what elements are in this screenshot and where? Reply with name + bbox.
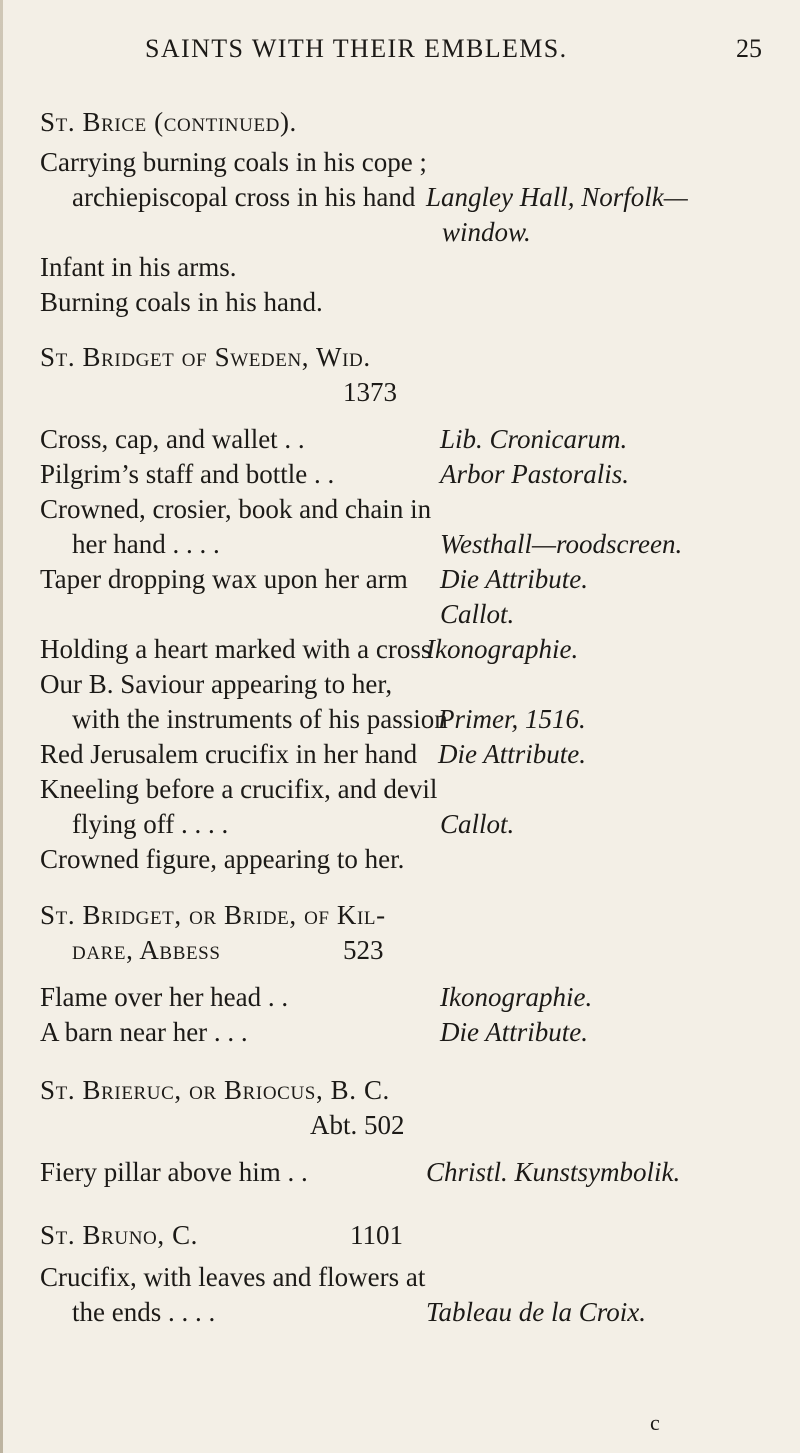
emblem-text: Crucifix, with leaves and flowers at [40, 1262, 426, 1292]
emblem-text: Burning coals in his hand. [40, 287, 323, 317]
emblem-text: the ends . . . . [72, 1297, 216, 1327]
entry-heading-bridget-kildare-cont: dare, Abbess [72, 935, 221, 965]
emblem-text: Crowned figure, appearing to her. [40, 844, 405, 874]
emblem-text: Crowned, crosier, book and chain in [40, 494, 432, 524]
entry-heading-bridget-sweden: St. Bridget of Sweden, Wid. [40, 342, 371, 372]
page-number: 25 [736, 34, 762, 63]
emblem-text: Taper dropping wax upon her arm [40, 564, 408, 594]
emblem-text: Cross, cap, and wallet . . [40, 424, 305, 454]
source-citation: Westhall—roodscreen. [440, 529, 683, 559]
source-citation: window. [442, 217, 531, 247]
entry-heading-bridget-kildare: St. Bridget, or Bride, of Kil- [40, 900, 386, 930]
source-citation: Arbor Pastoralis. [440, 459, 630, 489]
running-title: SAINTS WITH THEIR EMBLEMS. [145, 34, 568, 63]
source-citation: Tableau de la Croix. [426, 1297, 647, 1327]
source-citation: Die Attribute. [438, 739, 586, 769]
emblem-text: flying off . . . . [72, 809, 229, 839]
emblem-text: her hand . . . . [72, 529, 220, 559]
page-edge [0, 0, 3, 1453]
entry-heading-bruno: St. Bruno, C. [40, 1220, 199, 1250]
source-citation: Callot. [440, 809, 515, 839]
source-citation: Christl. Kunstsymbolik. [426, 1157, 681, 1187]
source-citation: Lib. Cronicarum. [440, 424, 628, 454]
running-head [0, 34, 800, 70]
source-citation: Ikonographie. [426, 634, 579, 664]
emblem-text: Kneeling before a crucifix, and devil [40, 774, 438, 804]
entry-heading-brice: St. Brice (continued). [40, 107, 297, 137]
source-citation: Primer, 1516. [438, 704, 586, 734]
emblem-text: with the instruments of his passion [72, 704, 448, 734]
entry-date: 523 [343, 935, 384, 965]
emblem-text: Carrying burning coals in his cope ; [40, 147, 427, 177]
emblem-text: Pilgrim’s staff and bottle . . [40, 459, 335, 489]
emblem-text: Flame over her head . . [40, 982, 289, 1012]
entry-date: Abt. 502 [310, 1110, 405, 1140]
source-citation: Die Attribute. [440, 1017, 588, 1047]
emblem-text: Red Jerusalem crucifix in her hand [40, 739, 418, 769]
source-citation: Die Attribute. [440, 564, 588, 594]
entry-date: 1101 [350, 1220, 403, 1250]
emblem-text: Holding a heart marked with a cross [40, 634, 432, 664]
entry-heading-brieruc: St. Brieruc, or Briocus, B. C. [40, 1075, 390, 1105]
signature-mark: c [650, 1410, 660, 1435]
source-citation: Callot. [440, 599, 515, 629]
emblem-text: Infant in his arms. [40, 252, 237, 282]
emblem-text: archiepiscopal cross in his hand [72, 182, 416, 212]
entry-date: 1373 [343, 377, 397, 407]
emblem-text: Our B. Saviour appearing to her, [40, 669, 393, 699]
emblem-text: Fiery pillar above him . . [40, 1157, 308, 1187]
source-citation: Ikonographie. [440, 982, 593, 1012]
source-citation: Langley Hall, Norfolk— [426, 182, 688, 212]
emblem-text: A barn near her . . . [40, 1017, 248, 1047]
